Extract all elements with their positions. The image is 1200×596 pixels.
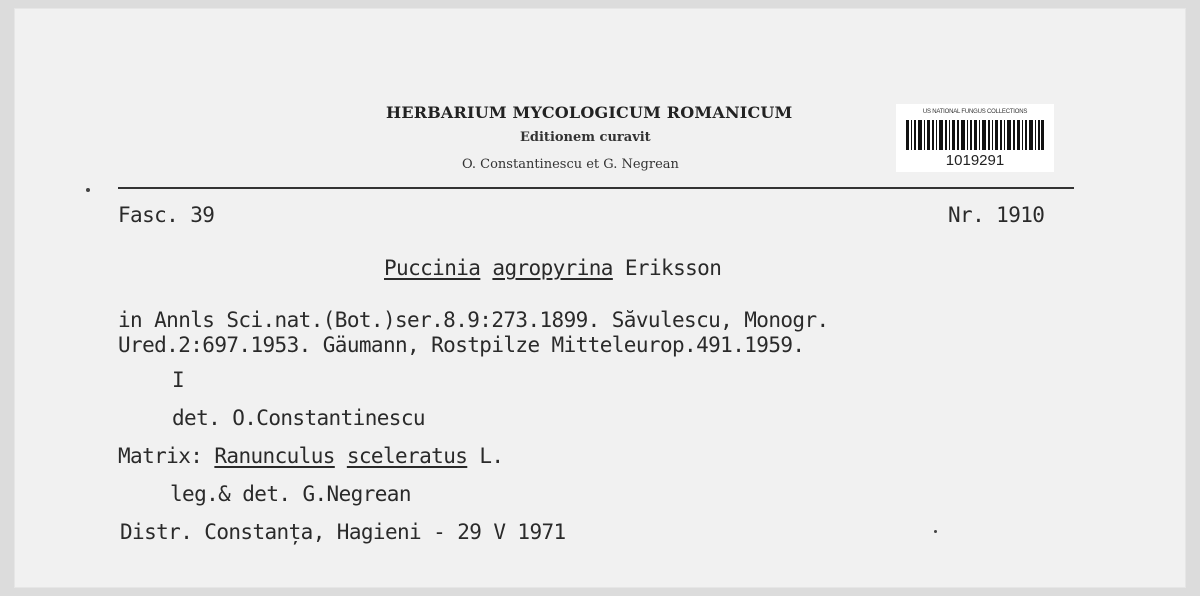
speck — [86, 188, 90, 192]
reference-line-1: in Annls Sci.nat.(Bot.)ser.8.9:273.1899. Săvulescu, Monogr. — [118, 308, 829, 332]
herbarium-editors: O. Constantinescu et G. Negrean — [462, 157, 679, 172]
barcode-icon — [906, 120, 1044, 150]
collector: leg.& det. G.Negrean — [170, 482, 411, 506]
locality-date: Distr. Constanța, Hagieni - 29 V 1971 — [120, 520, 566, 544]
matrix-author: L. — [479, 444, 504, 468]
determiner: det. O.Constantinescu — [172, 406, 425, 430]
speck — [934, 530, 937, 533]
reference-line-2: Ured.2:697.1953. Gäumann, Rostpilze Mitteleurop.491.1959. — [118, 333, 805, 357]
matrix-genus: Ranunculus — [214, 444, 335, 468]
divider — [118, 187, 1074, 189]
herbarium-title: HERBARIUM MYCOLOGICUM ROMANICUM — [386, 103, 793, 122]
barcode-label — [896, 104, 1054, 172]
species-genus: Puccinia — [384, 256, 481, 280]
species-name — [384, 256, 721, 280]
species-epithet: agropyrina — [492, 256, 613, 280]
matrix-epithet: sceleratus — [346, 444, 468, 468]
matrix-label: Matrix: — [118, 444, 203, 468]
fascicle-number: Fasc. 39 — [118, 203, 215, 227]
catalog-number: 1019291 — [945, 152, 1005, 169]
herbarium-subtitle: Editionem curavit — [520, 130, 651, 145]
exsiccata-number: Nr. 1910 — [948, 203, 1045, 227]
spore-stage: I — [172, 368, 185, 392]
species-author: Eriksson — [624, 256, 722, 280]
barcode-caption: US NATIONAL FUNGUS COLLECTIONS — [922, 109, 1028, 115]
matrix-host — [118, 444, 503, 468]
